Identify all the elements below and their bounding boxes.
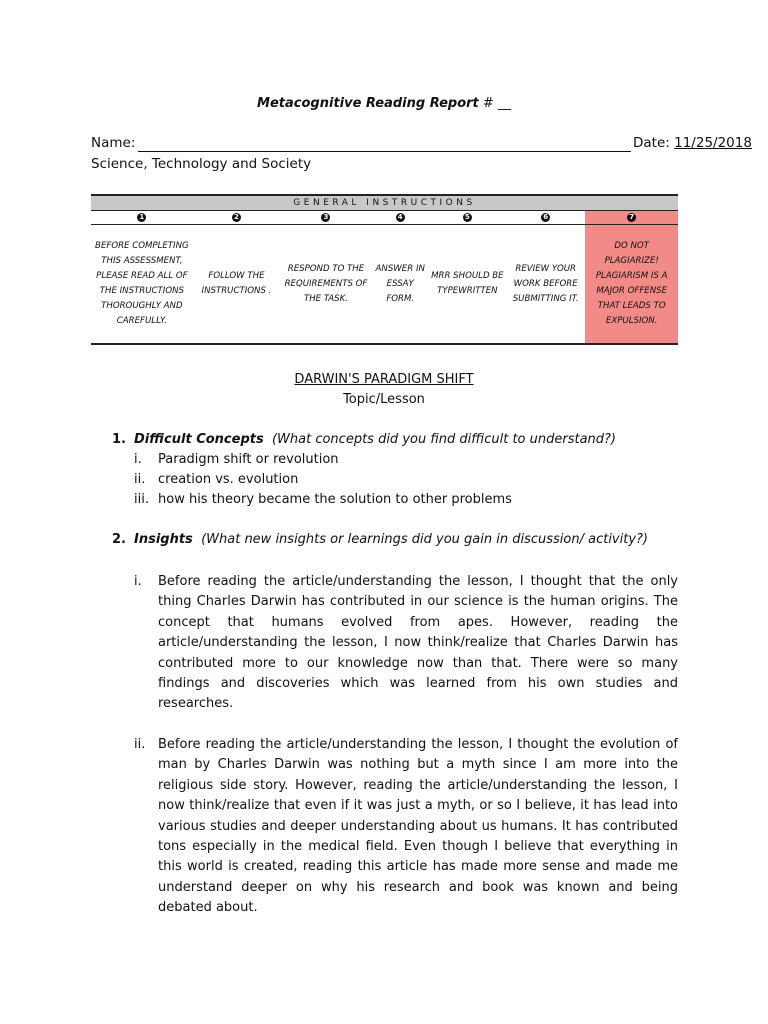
list-item: i. Paradigm shift or revolution [134, 452, 339, 467]
instruction-cell: RESPOND TO THE REQUIREMENTS OF THE TASK. [280, 225, 372, 345]
report-title [0, 96, 768, 111]
number-badge: 2 [232, 213, 241, 222]
report-title-text: Metacognitive Reading Report [257, 96, 479, 111]
instruction-cell: MRR SHOULD BE TYPEWRITTEN [429, 225, 506, 345]
number-badge: 1 [137, 213, 146, 222]
general-instructions-table [91, 194, 678, 345]
name-field-line [138, 151, 631, 152]
number-badge: 6 [541, 213, 550, 222]
subject-line: Science, Technology and Society [91, 156, 312, 172]
section-number: 2. [112, 532, 126, 547]
section-heading: Difficult Concepts [134, 432, 264, 447]
instructions-heading: GENERAL INSTRUCTIONS [91, 195, 678, 211]
instruction-cell: FOLLOW THE INSTRUCTIONS . [193, 225, 280, 345]
section-heading: Insights [134, 532, 193, 547]
section-number: 1. [112, 432, 126, 447]
section-question: (What new insights or learnings did you gain in discussion/ activity?) [201, 532, 648, 547]
topic-title: DARWIN'S PARADIGM SHIFT [294, 372, 474, 387]
instruction-cell: BEFORE COMPLETING THIS ASSESSMENT, PLEASE READ ALL OF THE INSTRUCTIONS THOROUGHLY AND CAREFULLY. [91, 225, 193, 345]
number-badge: 4 [396, 213, 405, 222]
date-label: Date: [633, 135, 670, 151]
date-value: 11/25/2018 [674, 135, 752, 151]
date-field [633, 135, 752, 151]
number-badge: 5 [463, 213, 472, 222]
instruction-cell-warning: DO NOT PLAGIARIZE! PLAGIARISM IS A MAJOR OFFENSE THAT LEADS TO EXPULSION. [585, 225, 678, 345]
section-question: (What concepts did you find difficult to understand?) [271, 432, 616, 447]
list-item: iii. how his theory became the solution to other problems [134, 492, 512, 507]
name-label: Name: [91, 135, 136, 151]
topic-label: Topic/Lesson [343, 392, 425, 407]
number-badge: 3 [321, 213, 330, 222]
insight-paragraph: i. Before reading the article/understanding the lesson, I thought that the only thing Charles Darwin has contributed in our science is the human origins. The concept that humans evolved from apes. However, reading the article/understanding the lesson, I now think/realize that Charles Darwin has contributed more to our knowledge now than that. There were so many findings and discoveries which was learned from his own studies and researches. [134, 574, 678, 712]
list-item: ii. creation vs. evolution [134, 472, 299, 487]
section-difficult-concepts [112, 432, 616, 447]
insight-paragraph: ii. Before reading the article/understanding the lesson, I thought the evolution of man by Charles Darwin was nothing but a myth since I am more into the religious side story. However, reading the article/understanding the lesson, I now think/realize that even if it was just a myth, or so I believe, it has lead into various studies and deeper understanding about us humans. It has contributed tons especially in the medical field. Even though I believe that everything in this world is created, reading this article has made more sense and made me understand deeper on why his research and book was known and being debated about. [134, 737, 678, 916]
instruction-cell: ANSWER IN ESSAY FORM. [372, 225, 429, 345]
name-date-row [91, 135, 752, 155]
section-insights [112, 532, 648, 547]
report-number: # __ [482, 96, 511, 111]
number-badge: 7 [627, 213, 636, 222]
instruction-cell: REVIEW YOUR WORK BEFORE SUBMITTING IT. [506, 225, 585, 345]
